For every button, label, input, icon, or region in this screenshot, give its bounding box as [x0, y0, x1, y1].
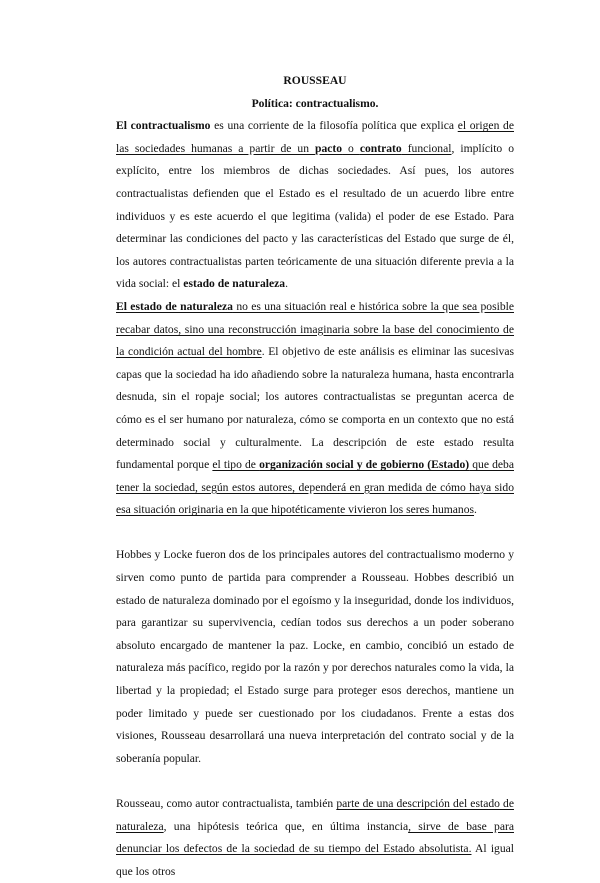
- p1-end: .: [285, 277, 288, 291]
- term-contrato: contrato: [359, 141, 402, 155]
- term-pacto: pacto: [315, 141, 343, 155]
- term-organizacion-social: organización social y de gobierno (Estado): [259, 458, 470, 472]
- paragraph-gap: [116, 770, 514, 793]
- paragraph-hobbes-locke: Hobbes y Locke fueron dos de los principales autores del contractualismo moderno y sirven como punto de partida para comprender a Rousseau. Hobbes describió un estado de naturaleza dominado por el egoísmo y la inseguridad, donde los individuos, para garantizar su supervivencia, cedían todos sus derechos a un poder soberano absoluto encargado de mantener la paz. Locke, en cambio, concibió un estado de naturaleza más pacífico, regido por la razón y por derechos naturales como la vida, la libertad y la propiedad; el Estado surge para proteger esos derechos, mantiene un poder limitado y puede ser cuestionado por los ciudadanos. Frente a estas dos visiones, Rousseau desarrollará una nueva interpretación del contrato social y de la soberanía popular.: [116, 548, 514, 765]
- p1-or: o: [342, 141, 360, 155]
- p2-text-1: . El objetivo de este análisis es eliminar las sucesivas capas que la sociedad ha ido añadiendo sobre la naturaleza humana, hasta encontrarla desnuda, sin el ropaje social; los autores contractualistas se preguntan acerca de cómo es el ser humano por naturaleza, cómo se comporta en un contexto que no está determinado social y culturalmente. La descripción de este estado resulta fundamental porque: [116, 345, 515, 472]
- p1-text-1: es una corriente de la filosofía política que explica: [210, 119, 458, 133]
- term-estado-de-naturaleza: estado de naturaleza: [183, 277, 286, 291]
- p1-funcional: funcional: [401, 141, 452, 155]
- p4-text-3: Al igual que los otros: [116, 842, 514, 878]
- p1-text-2: , implícito o explícito, entre los miembros de dichas sociedades. Así pues, los autores contractualistas defienden que el Estado es el resultado de un acuerdo libre entre individuos y es este acuerdo el que legitima (valida) el poder de ese Estado. Para determinar las condiciones del pacto y las características del Estado que surge de él, los autores contractualistas parten teóricamente de una situación diferente previa a la vida social: el: [116, 141, 515, 291]
- p4-underline-1: parte de una descripción del estado de naturaleza: [116, 797, 514, 833]
- p4-text-2: , una hipótesis teórica que, en última instancia: [163, 819, 409, 833]
- p4-text-1: Rousseau, como autor contractualista, también: [116, 797, 337, 810]
- document-title: ROUSSEAU: [283, 74, 347, 87]
- p4-underline-2: , sirve de base para denunciar los defectos de la sociedad de su tiempo del Estado absolutista.: [116, 819, 514, 856]
- p2-underline-text: no es una situación real e histórica sobre la que sea posible recabar datos, sino una reconstrucción imaginaria sobre la base del conocimiento de la condición actual del hombre: [116, 299, 514, 359]
- document-subtitle: Política: contractualismo.: [251, 96, 379, 110]
- p2-underline-text-2: que deba tener la sociedad, según estos autores, dependerá en gran medida de cómo haya sido esa situación originaria en la que hipotéticamente vivieron los seres humanos: [116, 458, 514, 517]
- term-contractualismo: El contractualismo: [116, 119, 211, 133]
- p2-tipo: el tipo de: [212, 458, 260, 472]
- term-estado-naturaleza: El estado de naturaleza: [116, 299, 233, 313]
- paragraph-contractualismo: [116, 115, 514, 296]
- paragraph-rousseau: [116, 793, 514, 883]
- p2-end: .: [474, 503, 477, 517]
- document-body: [116, 70, 514, 883]
- paragraph-gap: [116, 522, 514, 545]
- paragraph-estado-naturaleza: [116, 296, 514, 522]
- p1-underline-text: el origen de las sociedades humanas a partir de un: [116, 119, 514, 155]
